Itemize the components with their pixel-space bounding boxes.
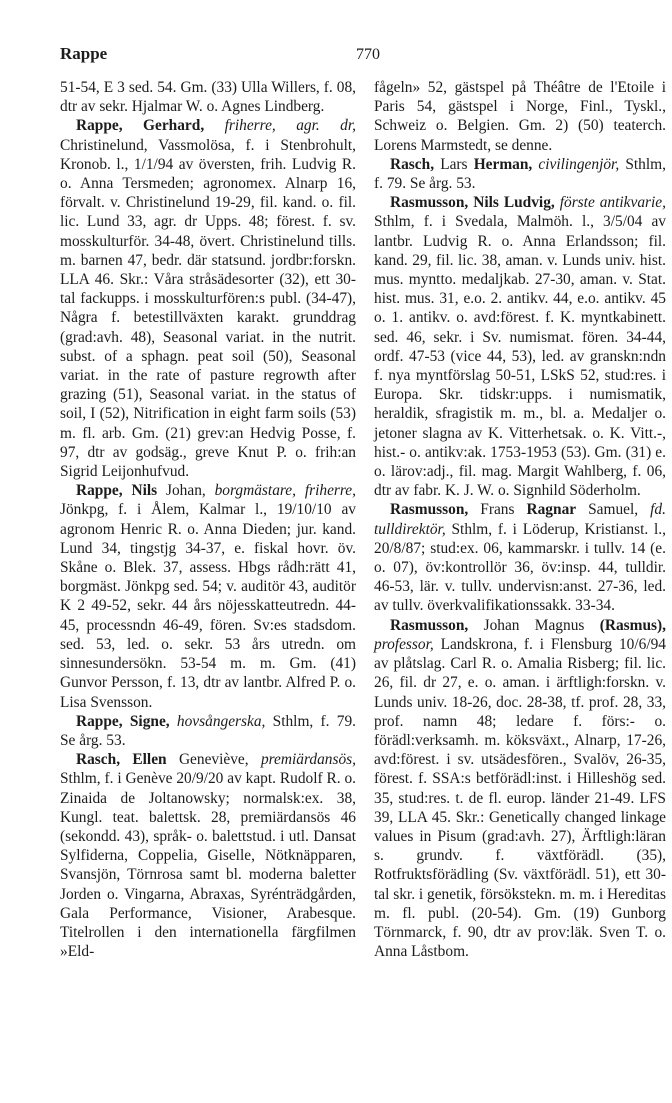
entry-name-extra: Geneviève, xyxy=(178,751,249,769)
entry-text: Jönkpg, f. i Ålem, Kalmar l., 19/10/10 av agronom Henric R. o. Anna Dieden; jur. kand. Lund 34, tingstjg 34-37, e. fiskal hovr. öv. Skåne o. Blek. 37, assess. Hbgs rådh:rätt 41, borgmäst. Jönkpg sed. 54; v. auditör 43, auditör K 2 49-52, sekr. 44 års nöjesskatteutredn. 44-45, processndn 46-49, fören. Sv:es stadsdom. sed. 53, led. o. sekr. 53 års utredn. om sinnesundersökn. 53-54 m. m. Gm. (41) Gunvor Persson, f. 13, dtr av lantbr. Alfred P. o. Lisa Svensson. xyxy=(60,501,356,711)
entry-name-extra: Johan Magnus xyxy=(483,616,585,634)
entry-rasch-ellen xyxy=(60,750,356,961)
entry-text: Sthlm, f. 79. Se årg. 53. xyxy=(60,712,356,749)
entry-text: Landskrona, f. i Flensburg 10/6/94 av plåtslag. Carl R. o. Amalia Risberg; fil. lic. 26, fil. dr 27, e. o. aman. i ärftligh:forskn. v. Lunds univ. 18-26, doc. 28-38, tf. prof. 28, 33, prof. namn 48; ledare f. förs:- o. förädl:verksamh. m. köksväxt., Alnarp, 17-26, avd:förest. i sv. utsädesfören., Svalöv, 26-35, förest. f. SSA:s betförädl:inst. i Hilleshög sed. 35, stud:res. t. de fl. europ. länder 21-49. LFS 39, LLA 45. Skr.: Genetically changed linkage values in Pisum (grad:avh. 27), Ärftligh:läran s. grundv. f. växtförädl. (35), Rotfruktsförädling (Sv. växtförädl. 51), ett 30-tal skr. i genetik, försökstekn. m. m. i Hereditas m. fl. publ. (20-54). Gm. (19) Gunborg Törnmarck, f. 90, dtr av prov:läk. Sven T. o. Anna Låstbom. xyxy=(374,635,666,961)
entry-rasmusson-ragnar xyxy=(374,500,666,615)
left-column xyxy=(60,78,356,961)
entry-name-extra: Johan, xyxy=(165,482,206,500)
entry-name-extra: Frans xyxy=(480,501,515,519)
entry-title: förste antikvarie, xyxy=(559,194,666,212)
entry-rappe-gerhard xyxy=(60,116,356,481)
entry-text: Sthlm, f. i Genève 20/9/20 av kapt. Rudolf R. o. Zinaida de Joltanowsky; normalsk:ex. 38, Kungl. teat. balettsk. 28, premiärdansös 46 (sekondd. 43), språk- o. balettstud. i utl. Dansat Sylfiderna, Coppelia, Giselle, Nötknäpparen, Svansjön, Törnrosa samt bl. moderna baletter Jorden o. Vingarna, Abraxas, Syrénträdgården, Gala Performance, Visioner, Arabesque. Titelrollen i den internationella färgfilmen »Eld- xyxy=(60,770,356,961)
running-head: Rappe xyxy=(60,44,108,63)
entry-name: Rasch, xyxy=(390,155,435,173)
entry-name-extra: Samuel, xyxy=(588,501,639,519)
entry-rappe-signe xyxy=(60,712,356,750)
page-header xyxy=(0,44,672,74)
entry-rasch-herman xyxy=(374,155,666,193)
entry-name: Rappe, Nils xyxy=(76,482,158,500)
entry-name: Rappe, Signe, xyxy=(76,712,170,730)
entry-name: Rasmusson, xyxy=(390,501,469,519)
entry-text: 51-54, E 3 sed. 54. Gm. (33) Ulla Willers, f. 08, dtr av sekr. Hjalmar W. o. Agnes Lindberg. xyxy=(60,79,356,116)
right-column xyxy=(374,78,666,961)
entry-name: Rasch, Ellen xyxy=(76,751,167,769)
entry-text: fågeln» 52, gästspel på Théâtre de l'Etoile i Paris 54, gästspel i Norge, Finl., Tyskl., Schweiz o. Belgien. Gm. 2) (50) teaterch. Lorens Marmstedt, se denne. xyxy=(374,79,666,154)
entry-title: fd. tulldirektör, xyxy=(374,501,666,538)
entry-rasmusson-johan xyxy=(374,616,666,962)
entry-name: Rappe, Gerhard, xyxy=(76,117,205,135)
entry-text: Sthlm, f. i Löderup, Kristianst. l., 20/8/87; stud:ex. 06, kammarskr. i tullv. 14 (e. o. 07), öv:kontrollör 36, öv:insp. 44, tulldir. 46-53, lär. v. tullv. undervisn:anst. 27-36, led. av tullv. överkvalifikationssakk. 33-34. xyxy=(374,520,666,615)
entry-title: premiärdansös, xyxy=(260,751,356,769)
entry-continuation xyxy=(374,78,666,155)
entry-text: Christinelund, Vassmolösa, f. i Stenbrohult, Kronob. l., 1/1/94 av översten, frih. Ludvig R. o. Anna Tersmeden; agronomex. Alnarp 16, förvalt. v. Christinelund 19-29, fil. kand. o. fil. lic. Lund 33, agr. dr Upps. 48; förest. f. sv. mosskulturför. 34-48, övert. Christinelund tills. m. barnen 47, bedr. där statsund. jordbr:forskn. LLA 46. Skr.: Våra stråsädesorter (32), ett 30-tal fackupps. i mosskulturfören:s publ. (34-47), Några f. betestillväxten karakt. grunddrag (grad:avh. 48), Seasonal variat. in the nutrit. subst. of a sphagn. peat soil (50), Seasonal variat. in the rate of pasture regrowth after grazing (51), Seasonal variat. in the status of soil, I (52), Nitrification in eight farm soils (53) m. fl. arb. Gm. (21) grev:an Hedvig Posse, f. 97, dtr av godsäg., greve Knut P. o. frih:an Sigrid Leijonhufvud. xyxy=(60,136,356,481)
entry-title: friherre, agr. dr, xyxy=(224,117,356,135)
entry-continuation xyxy=(60,78,356,116)
entry-name-bold: (Rasmus), xyxy=(599,616,666,634)
entry-title: hovsångerska, xyxy=(176,712,266,730)
entry-name-bold: Herman, xyxy=(473,155,533,173)
entry-name-extra: Lars xyxy=(440,155,468,173)
entry-title: civilingenjör, xyxy=(538,155,620,173)
entry-rasmusson-nils xyxy=(374,193,666,500)
entry-rappe-nils xyxy=(60,481,356,711)
entry-text: Sthlm, f. 79. Se årg. 53. xyxy=(374,155,666,193)
entry-title: professor, xyxy=(374,635,434,653)
entry-name: Rasmusson, xyxy=(390,616,469,634)
page-number: 770 xyxy=(356,46,380,63)
entry-name: Rasmusson, Nils Ludvig, xyxy=(390,194,555,212)
entry-title: borgmästare, friherre, xyxy=(214,482,356,500)
entry-text: Sthlm, f. i Svedala, Malmöh. l., 3/5/04 av lantbr. Ludvig R. o. Anna Erlandsson; fil. kand. 29, fil. lic. 38, aman. v. Lunds univ. hist. mus. myntto. medaljkab. 27-30, aman. v. Stat. hist. mus. 31, e.o. 2. antikv. 44, e.o. antikv. 45 o. 1. antikv. o. avd:förest. f. K. myntkabinett. sed. 46, sekr. i Sv. numismat. fören. 34-44, ordf. 47-53 (vice 44, 53), led. av granskn:ndn f. nya myntförslag 50-51, LSkS 52, stud:res. i Europa. Skr. tidskr:upps. i numismatik, heraldik, sfragistik m. m., bl. a. Medaljer o. jetoner slagna av K. Vitterhetsak. o. K. Vitt.-, hist.- o. antikv:ak. 1753-1953 (53). Gm. (31) e. o. lärov:adj., fil. mag. Margit Wahlberg, f. 06, dtr av fabr. K. J. W. o. Signhild Söderholm. xyxy=(374,213,666,500)
entry-name-bold: Ragnar xyxy=(526,501,577,519)
